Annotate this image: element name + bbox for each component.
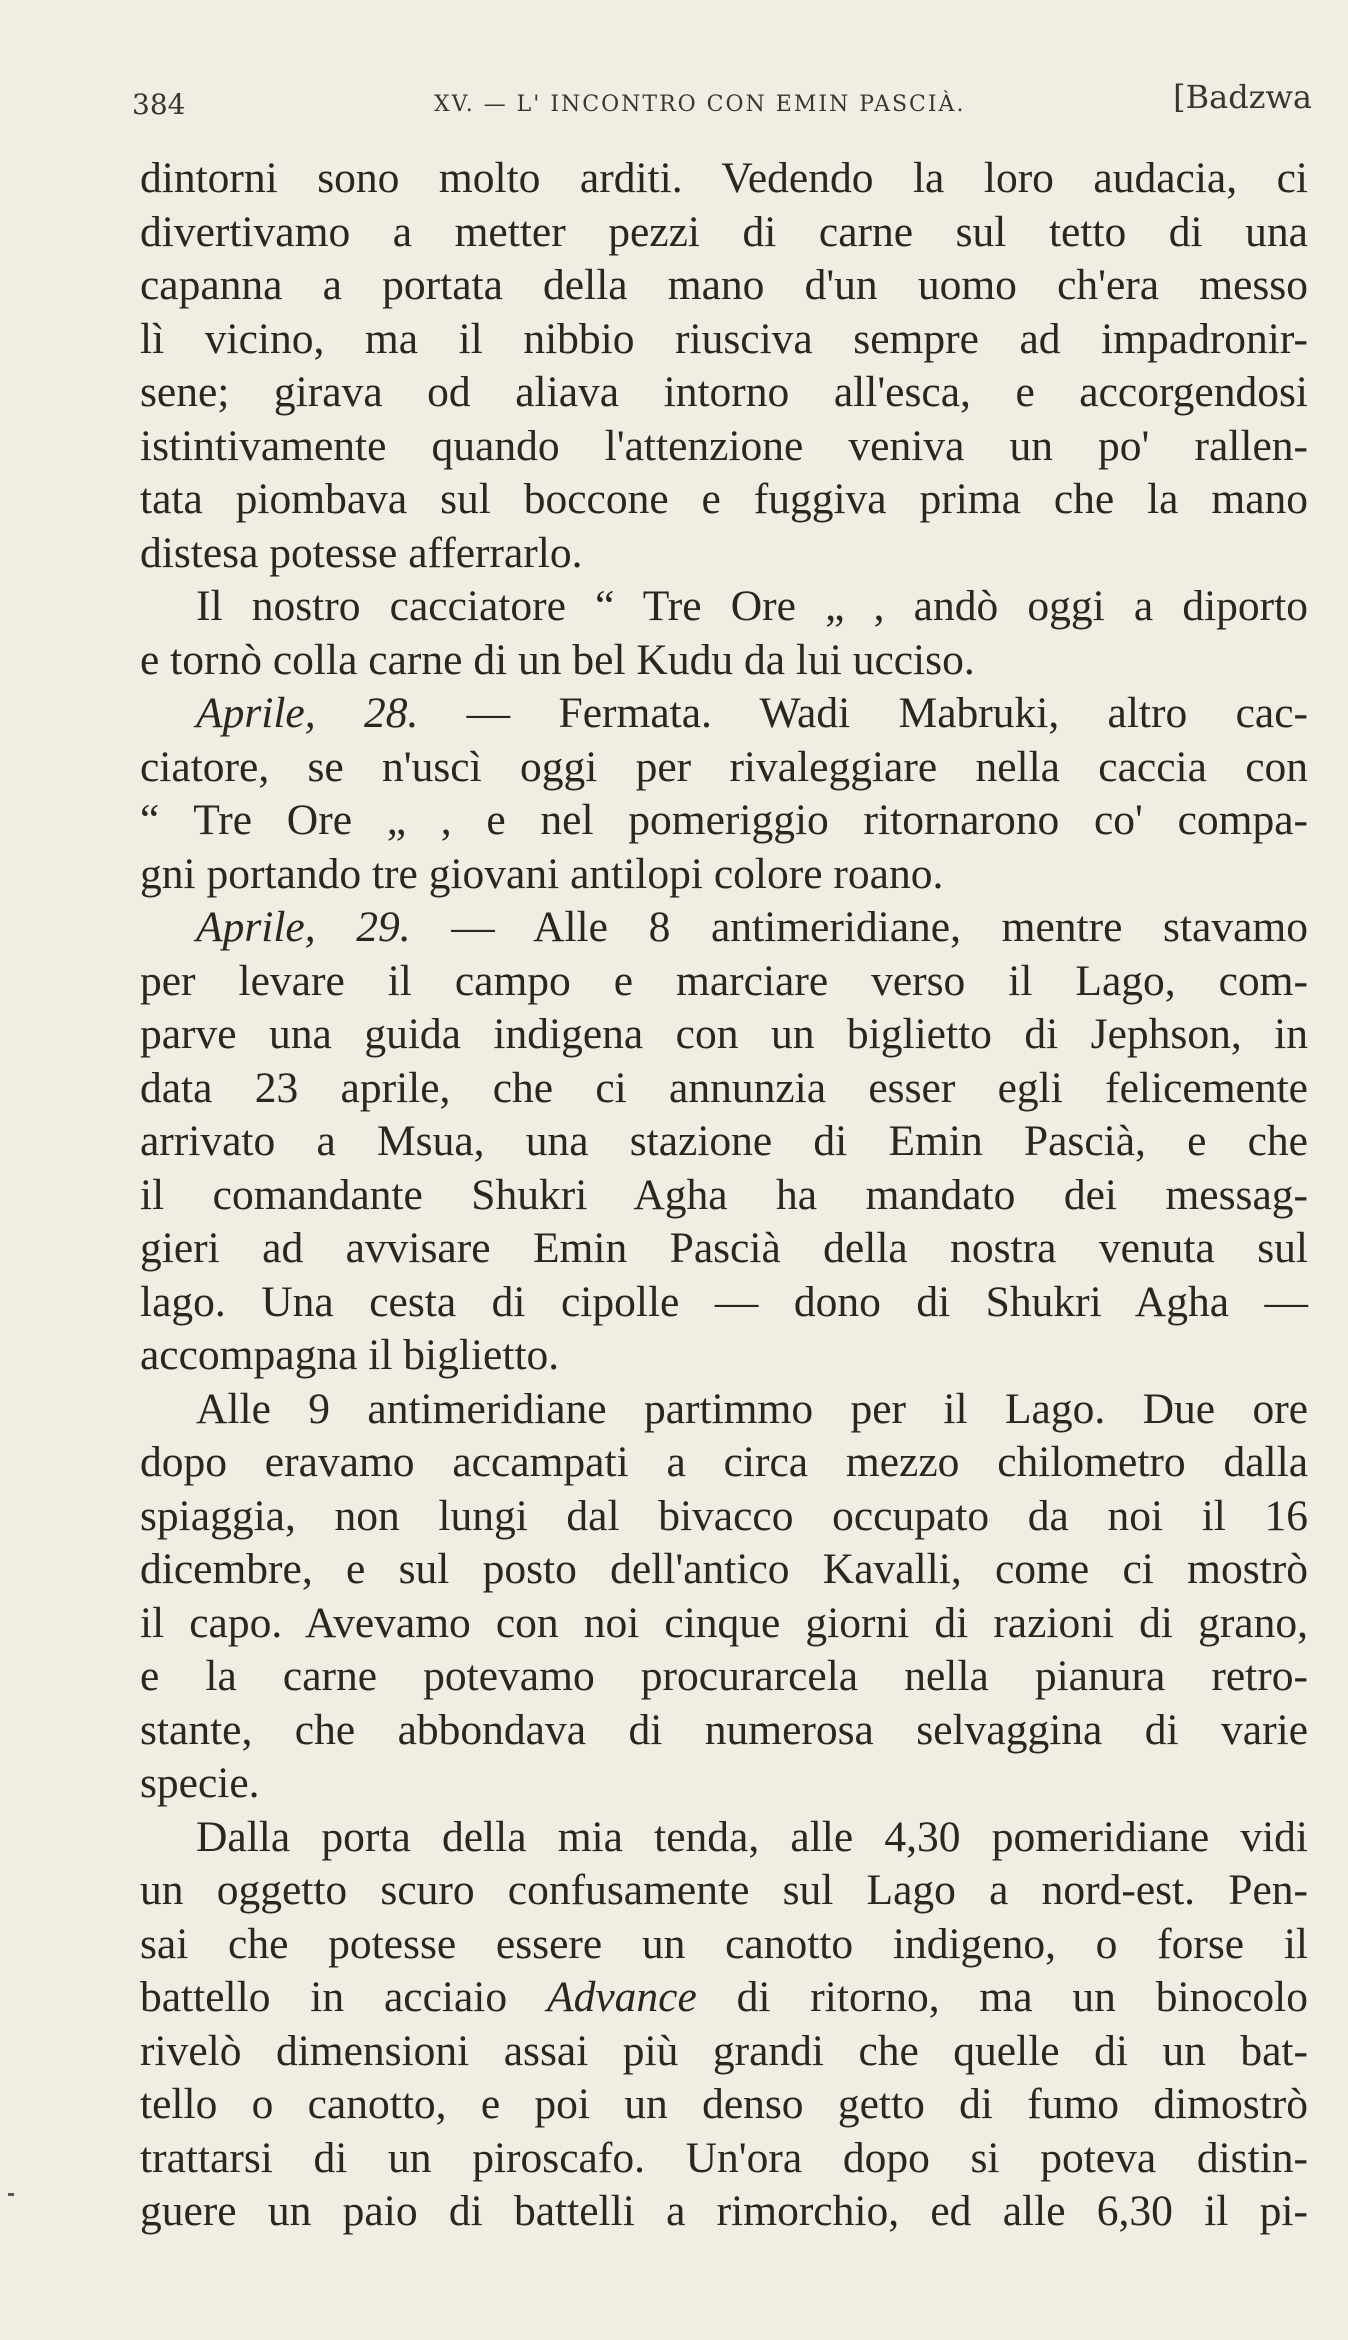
text-line: Dalla porta della mia tenda, alle 4,30 pomeridiane vidi: [196, 1812, 1308, 1861]
text-line: per levare il campo e marciare verso il Lago, com-: [140, 956, 1308, 1005]
text-line: un oggetto scuro confusamente sul Lago a nord-est. Pen-: [140, 1866, 1308, 1914]
text-line: rivelò dimensioni assai più grandi che quelle di un bat-: [140, 2026, 1308, 2075]
text-line: sene; girava od aliava intorno all'esca, e accorgendosi: [140, 368, 1308, 416]
page-number: 384: [132, 88, 186, 121]
text-line: Aprile, 28. — Fermata. Wadi Mabruki, altro cac-: [196, 689, 1309, 737]
text-line: sai che potesse essere un canotto indigeno, o forse il: [140, 1919, 1308, 1968]
text-line: tata piombava sul boccone e fuggiva prima che la mano: [140, 475, 1308, 523]
text-line: e la carne potevamo procurarcela nella pianura retro-: [140, 1652, 1308, 1700]
text-line: “ Tre Ore „ , e nel pomeriggio ritornarono co' compa-: [140, 796, 1308, 844]
text-line: dicembre, e sul posto dell'antico Kavalli, come ci mostrò: [140, 1545, 1308, 1593]
ship-name: Advance: [547, 1973, 697, 2021]
text-line: il capo. Avevamo con noi cinque giorni di razioni di grano,: [140, 1598, 1308, 1647]
text-line: battello in acciaio Advance di ritorno, ma un binocolo: [140, 1973, 1309, 2021]
text-line: capanna a portata della mano d'un uomo ch'era messo: [140, 261, 1308, 309]
text-line: dintorni sono molto arditi. Vedendo la loro audacia, ci: [140, 154, 1308, 202]
body-text: [140, 152, 1308, 2239]
date-aprile-29: Aprile, 29.: [196, 903, 411, 951]
text-line: il comandante Shukri Agha ha mandato dei messag-: [140, 1170, 1308, 1219]
text-line: Aprile, 29. — Alle 8 antimeridiane, mentre stavamo: [196, 903, 1309, 951]
text-line: Alle 9 antimeridiane partimmo per il Lago. Due ore: [196, 1384, 1308, 1433]
text-line: specie.: [140, 1759, 260, 1807]
running-title: XV. — L' INCONTRO CON EMIN PASCIÀ.: [434, 92, 966, 117]
text-line: distesa potesse afferrarlo.: [140, 528, 583, 577]
margin-mark: [8, 2193, 14, 2196]
text-line: spiaggia, non lungi dal bivacco occupato da noi il 16: [140, 1491, 1308, 1540]
date-aprile-28: Aprile, 28.: [196, 689, 419, 737]
text-line: arrivato a Msua, una stazione di Emin Pascià, e che: [140, 1117, 1308, 1165]
running-header: [132, 78, 1312, 128]
text-line: divertivamo a metter pezzi di carne sul tetto di una: [140, 207, 1308, 256]
text-line: parve una guida indigena con un biglietto di Jephson, in: [140, 1010, 1308, 1058]
text-line: e tornò colla carne di un bel Kudu da lui ucciso.: [140, 635, 975, 684]
text-line: accompagna il biglietto.: [140, 1331, 560, 1379]
text-line: guere un paio di battelli a rimorchio, ed alle 6,30 il pi-: [140, 2187, 1308, 2235]
text-line: lago. Una cesta di cipolle — dono di Shukri Agha —: [140, 1277, 1308, 1326]
text-line: tello o canotto, e poi un denso getto di fumo dimostrò: [140, 2080, 1308, 2128]
text-line: gieri ad avvisare Emin Pascià della nostra venuta sul: [140, 1224, 1308, 1272]
text-line: trattarsi di un piroscafo. Un'ora dopo si poteva distin-: [140, 2133, 1308, 2182]
text-line: Il nostro cacciatore “ Tre Ore „ , andò oggi a diporto: [196, 582, 1308, 630]
text-line: lì vicino, ma il nibbio riusciva sempre ad impadronir-: [140, 314, 1308, 363]
text-line: gni portando tre giovani antilopi colore roano.: [140, 849, 944, 898]
text-line: ciatore, se n'uscì oggi per rivaleggiare nella caccia con: [140, 742, 1308, 791]
text-line: dopo eravamo accampati a circa mezzo chilometro dalla: [140, 1438, 1308, 1486]
place-heading: [Badzwa: [1173, 78, 1312, 116]
text-line: istintivamente quando l'attenzione veniva un po' rallen-: [140, 421, 1308, 470]
text-line: stante, che abbondava di numerosa selvaggina di varie: [140, 1705, 1308, 1754]
text-line: data 23 aprile, che ci annunzia esser egli felicemente: [140, 1063, 1308, 1112]
